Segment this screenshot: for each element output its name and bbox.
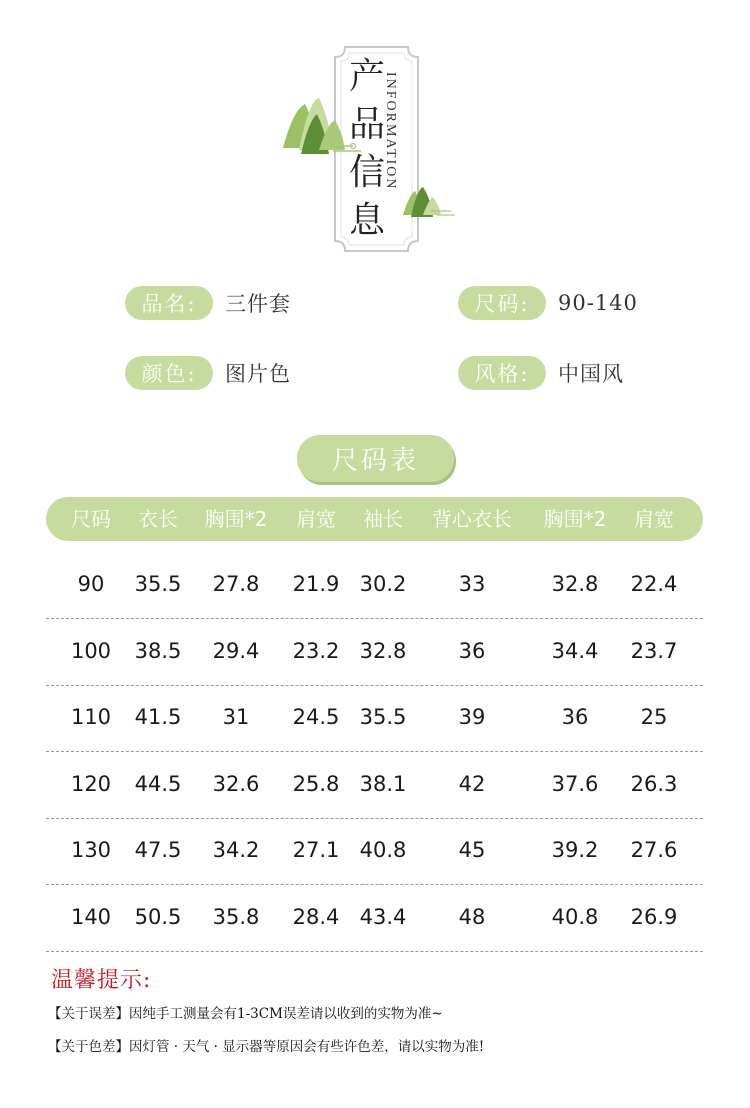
- table-cell: 48: [458, 904, 486, 929]
- table-cell: 140: [70, 904, 112, 929]
- table-cell: 39: [458, 705, 486, 729]
- table-cell: 27.1: [292, 838, 340, 862]
- emblem-title-char: 信: [348, 152, 385, 193]
- info-value: 中国风: [558, 362, 624, 386]
- table-cell: 33: [458, 572, 486, 596]
- table-cell: 100: [70, 638, 112, 663]
- table-cell: 47.5: [134, 838, 182, 862]
- emblem-subtitle: INFORMATION: [383, 72, 398, 191]
- table-cell: 34.4: [551, 638, 599, 663]
- table-cell: 90: [77, 572, 105, 596]
- table-cell: 32.8: [359, 638, 407, 663]
- mountain-icon: [283, 98, 363, 160]
- info-row-size: [458, 285, 638, 321]
- tips-title: 温馨提示:: [51, 968, 152, 993]
- info-value: 三件套: [225, 292, 291, 316]
- table-cell: 28.4: [292, 904, 340, 929]
- table-cell: 37.6: [551, 771, 599, 796]
- table-cell: 40.8: [359, 838, 407, 862]
- table-cell: 42: [458, 771, 486, 796]
- table-cell: 36: [458, 638, 486, 663]
- info-label: 风格:: [458, 356, 546, 390]
- table-cell: 25: [640, 705, 668, 729]
- info-value: 90-140: [558, 291, 638, 315]
- table-cell: 41.5: [134, 705, 182, 729]
- table-header-cell: 胸围*2: [543, 507, 607, 531]
- table-header-cell: 肩宽: [634, 507, 674, 531]
- table-cell: 120: [70, 771, 112, 796]
- table-cell: 24.5: [292, 705, 340, 729]
- info-label: 尺码:: [458, 286, 546, 320]
- info-row-style: [458, 355, 624, 391]
- table-header-cell: 背心衣长: [432, 507, 512, 531]
- table-cell: 26.3: [630, 771, 678, 796]
- tip-error: 【关于误差】因纯手工测量会有1-3CM误差请以收到的实物为准~: [48, 1006, 443, 1022]
- table-cell: 39.2: [551, 838, 599, 862]
- table-cell: 44.5: [134, 771, 182, 796]
- table-cell: 110: [70, 705, 112, 729]
- table-cell: 30.2: [359, 572, 407, 596]
- table-cell: 27.8: [212, 572, 260, 596]
- table-cell: 32.8: [551, 572, 599, 596]
- table-cell: 50.5: [134, 904, 182, 929]
- emblem-title-char: 品: [348, 104, 385, 145]
- table-cell: 23.7: [630, 638, 678, 663]
- info-label: 品名:: [125, 286, 213, 320]
- info-row-color: [125, 355, 291, 391]
- size-chart-title: 尺码表: [297, 435, 454, 482]
- mountain-small-icon: [401, 185, 457, 219]
- table-cell: 22.4: [630, 572, 678, 596]
- table-cell: 31: [222, 705, 250, 729]
- table-cell: 36: [561, 705, 589, 729]
- table-cell: 25.8: [292, 771, 340, 796]
- info-value: 图片色: [225, 362, 291, 386]
- table-cell: 35.5: [359, 705, 407, 729]
- table-cell: 38.5: [134, 638, 182, 663]
- table-cell: 130: [70, 838, 112, 862]
- table-cell: 27.6: [630, 838, 678, 862]
- table-cell: 21.9: [292, 572, 340, 596]
- table-header-cell: 尺码: [71, 507, 111, 531]
- tip-color: 【关于色差】因灯管 · 天气 · 显示器等原因会有些许色差，请以实物为准!: [48, 1039, 485, 1055]
- emblem-title-char: 产: [348, 56, 385, 97]
- table-header-cell: 胸围*2: [204, 507, 268, 531]
- table-cell: 43.4: [359, 904, 407, 929]
- table-cell: 32.6: [212, 771, 260, 796]
- info-label: 颜色:: [125, 356, 213, 390]
- table-cell: 45: [458, 838, 486, 862]
- table-header-cell: 袖长: [363, 507, 403, 531]
- table-header-cell: 衣长: [138, 507, 178, 531]
- table-cell: 38.1: [359, 771, 407, 796]
- table-cell: 35.5: [134, 572, 182, 596]
- table-header-cell: 肩宽: [296, 507, 336, 531]
- table-cell: 23.2: [292, 638, 340, 663]
- table-cell: 26.9: [630, 904, 678, 929]
- table-cell: 35.8: [212, 904, 260, 929]
- emblem-title-char: 息: [348, 200, 385, 241]
- table-cell: 29.4: [212, 638, 260, 663]
- table-cell: 34.2: [212, 838, 260, 862]
- info-row-name: [125, 285, 291, 321]
- table-cell: 40.8: [551, 904, 599, 929]
